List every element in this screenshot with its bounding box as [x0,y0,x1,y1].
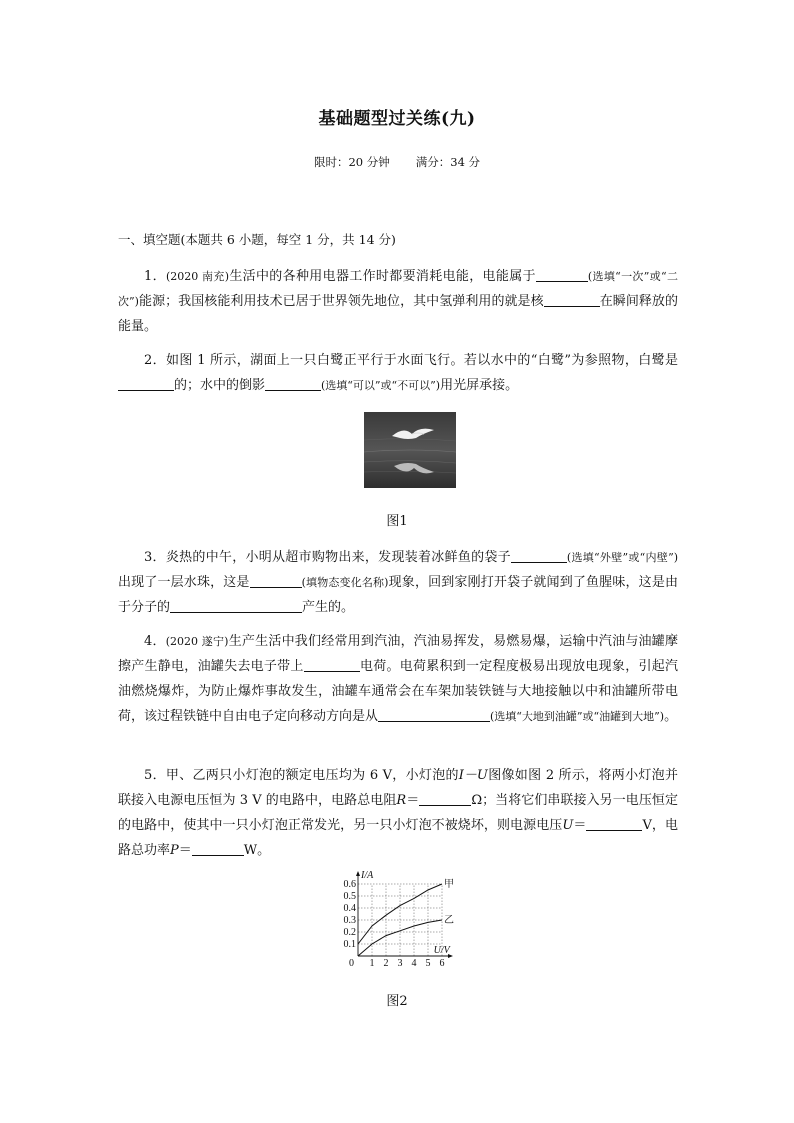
question-number: 2． [144,353,166,368]
origin-label: 0 [349,958,354,969]
x-tick-label: 5 [425,958,431,969]
x-tick-label: 1 [369,958,375,969]
question-number: 5． [144,768,166,783]
answer-blank[interactable] [118,376,174,391]
question-2: 2．如图 1 所示，湖面上一只白鹭正平行于水面飞行。若以水中的“白鹭”为参照物，白鹭是的；水中的倒影 (选填“可以”或“不可以”)用光屏承接。 [118,348,678,398]
question-source: (2020 南充) [165,270,229,283]
question-number: 4． [144,634,166,649]
y-axis-arrow [356,871,360,876]
answer-blank[interactable] [250,573,302,588]
time-limit: 限时：20 分钟 [313,155,390,169]
iu-graph [338,868,458,976]
answer-blank[interactable] [511,548,567,563]
series-label-1: 甲 [444,879,454,890]
answer-blank[interactable] [419,791,471,806]
egret-photo [364,412,456,488]
answer-blank[interactable] [192,841,244,856]
answer-blank[interactable] [265,376,321,391]
answer-blank[interactable] [304,657,360,672]
question-5: 5．甲、乙两只小灯泡的额定电压均为 6 V，小灯泡的I－U图像如图 2 所示，将两小灯泡并联接入电源电压恒为 3 V 的电路中，电路总电阻R＝ Ω；当将它们串联接入另一电压恒定的电路中，使其中一只小灯泡正常发光，另一只小灯泡不被烧坏，则电源电压U＝ V，电路总功率P＝ W。 [118,768,678,858]
answer-blank[interactable] [586,816,642,831]
question-number: 3． [144,550,166,565]
question-source: (2020 遂宁) [165,635,229,648]
answer-blank[interactable] [544,292,600,307]
answer-blank[interactable] [536,267,588,282]
y-tick-label: 0.2 [343,927,356,938]
x-tick-label: 6 [439,958,445,969]
question-3: 3．炎热的中午，小明从超市购物出来，发现装着冰鲜鱼的袋子 (选填“外壁”或“内壁”)出现了一层水珠，这是 (填物态变化名称)现象，回到家刚打开袋子就闻到了鱼腥味，这是由于分子的 产生的。 [118,550,678,615]
question-4: 4．(2020 遂宁)生产生活中我们经常用到汽油，汽油易挥发，易燃易爆，运输中汽油与油罐摩擦产生静电，油罐失去电子带上 电荷。电荷累积到一定程度极易出现放电现象，引起汽油燃烧爆炸，为防止爆炸事故发生，油罐车通常会在车架加装铁链与大地接触以中和油罐所带电荷，该过程铁链中自由电子定向移动方向是从 (选填“大地到油罐”或“油罐到大地”)。 [118,634,678,724]
exam-meta [0,154,794,170]
answer-blank[interactable] [378,707,490,722]
y-tick-label: 0.4 [343,903,356,914]
y-axis-label: I/A [361,870,374,881]
question-1: 1．(2020 南充)生活中的各种用电器工作时都要消耗电能，电能属于 (选填“一次”或“二次”)能源；我国核能利用技术已居于世界领先地位，其中氢弹利用的就是核 在瞬间释放的能量。 [118,269,678,334]
figure-1-caption: 图1 [386,514,408,529]
y-tick-label: 0.3 [343,915,356,926]
y-tick-label: 0.6 [343,879,356,890]
y-tick-label: 0.5 [343,891,356,902]
series-label-2: 乙 [444,915,454,926]
figure-2-caption: 图2 [386,994,408,1009]
x-axis-label: U/V [433,945,450,956]
x-tick-label: 2 [383,958,389,969]
answer-blank[interactable] [170,598,302,613]
section-heading: 一、填空题(本题共 6 小题，每空 1 分，共 14 分) [118,232,396,247]
page-title: 基础题型过关练(九) [318,109,476,129]
full-score: 满分：34 分 [415,155,481,169]
x-tick-label: 4 [411,958,417,969]
x-tick-label: 3 [397,958,403,969]
y-tick-label: 0.1 [343,939,356,950]
question-number: 1． [144,269,166,284]
